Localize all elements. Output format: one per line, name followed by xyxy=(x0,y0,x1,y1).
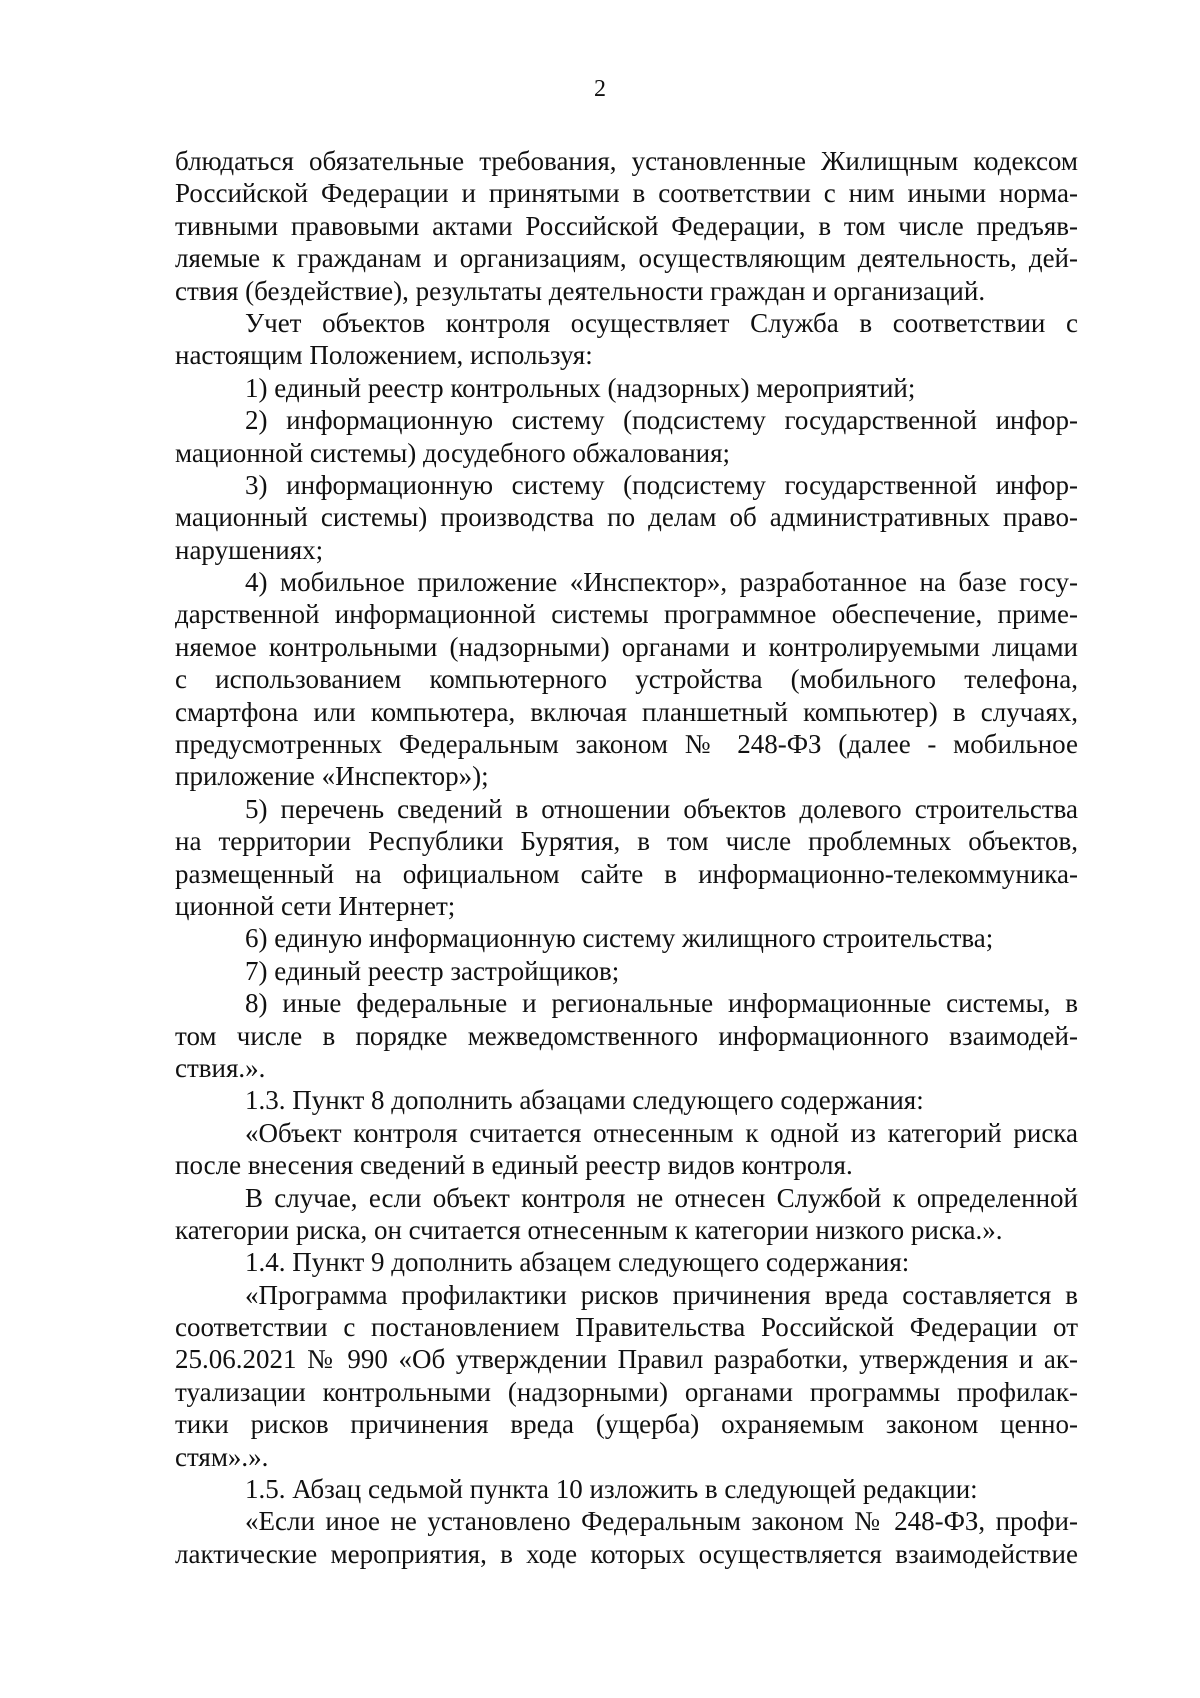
text-line: нарушениях; xyxy=(175,534,324,565)
text-line: том числе в порядке межведомственного информационного взаимодей- xyxy=(175,1020,1078,1051)
text-line: 7) единый реестр застройщиков; xyxy=(245,955,620,986)
text-line: тивными правовыми актами Российской Федерации, в том числе предъяв- xyxy=(175,210,1078,241)
page-number: 2 xyxy=(594,76,606,102)
text-line: ствия.». xyxy=(175,1052,266,1083)
text-line: размещенный на официальном сайте в информационно-телекоммуника- xyxy=(175,858,1078,889)
text-line: 25.06.2021 № 990 «Об утверждении Правил разработки, утверждения и ак- xyxy=(175,1344,1078,1375)
text-line: соответствии с постановлением Правительства Российской Федерации от xyxy=(175,1312,1078,1343)
text-line: мационной системы) досудебного обжалования; xyxy=(175,437,731,468)
text-line: 1.4. Пункт 9 дополнить абзацем следующего содержания: xyxy=(245,1247,910,1278)
text-line: «Объект контроля считается отнесенным к одной из категорий риска xyxy=(245,1117,1078,1148)
text-line: няемое контрольными (надзорными) органами и контролируемыми лицами xyxy=(175,631,1078,662)
text-line: 2) информационную систему (подсистему государственной инфор- xyxy=(245,405,1078,436)
text-line: ляемые к гражданам и организациям, осуществляющим деятельность, дей- xyxy=(175,243,1078,274)
text-line: 8) иные федеральные и региональные информационные системы, в xyxy=(245,988,1078,1019)
text-line: блюдаться обязательные требования, установленные Жилищным кодексом xyxy=(175,146,1078,176)
text-line: приложение «Инспектор»); xyxy=(175,761,489,792)
text-line: Российской Федерации и принятыми в соответствии с ним иными норма- xyxy=(175,178,1078,209)
text-line: на территории Республики Бурятия, в том числе проблемных объектов, xyxy=(175,826,1078,857)
text-line: 6) единую информационную систему жилищного строительства; xyxy=(245,923,994,954)
text-line: 1) единый реестр контрольных (надзорных) мероприятий; xyxy=(245,372,916,403)
text-line: смартфона или компьютера, включая планшетный компьютер) в случаях, xyxy=(175,696,1078,727)
text-line: 1.5. Абзац седьмой пункта 10 изложить в следующей редакции: xyxy=(245,1474,978,1505)
text-line: 5) перечень сведений в отношении объектов долевого строительства xyxy=(245,793,1078,824)
text-line: 4) мобильное приложение «Инспектор», разработанное на базе госу- xyxy=(245,567,1078,598)
text-line: настоящим Положением, используя: xyxy=(175,340,593,371)
text-line: ствия (бездействие), результаты деятельности граждан и организаций. xyxy=(175,275,986,306)
text-line: лактические мероприятия, в ходе которых осуществляется взаимодействие xyxy=(175,1538,1078,1569)
text-line: «Если иное не установлено Федеральным законом № 248-ФЗ, профи- xyxy=(245,1506,1078,1537)
document-body xyxy=(175,145,1078,1570)
text-line: ционной сети Интернет; xyxy=(175,890,456,921)
text-line: дарственной информационной системы программное обеспечение, приме- xyxy=(175,599,1078,630)
text-line: с использованием компьютерного устройства (мобильного телефона, xyxy=(175,664,1078,695)
text-line: Учет объектов контроля осуществляет Служба в соответствии с xyxy=(245,307,1078,338)
text-line: стям».». xyxy=(175,1441,269,1472)
text-line: мационный системы) производства по делам об административных право- xyxy=(175,502,1078,533)
text-line: 1.3. Пункт 8 дополнить абзацами следующего содержания: xyxy=(245,1085,924,1116)
text-line: В случае, если объект контроля не отнесен Службой к определенной xyxy=(245,1182,1078,1213)
text-line: туализации контрольными (надзорными) органами программы профилак- xyxy=(175,1376,1078,1407)
text-line: «Программа профилактики рисков причинения вреда составляется в xyxy=(245,1279,1078,1310)
text-line: после внесения сведений в единый реестр видов контроля. xyxy=(175,1150,853,1181)
text-line: категории риска, он считается отнесенным к категории низкого риска.». xyxy=(175,1214,1003,1245)
text-line: тики рисков причинения вреда (ущерба) охраняемым законом ценно- xyxy=(175,1409,1078,1440)
text-line: 3) информационную систему (подсистему государственной инфор- xyxy=(245,469,1078,500)
text-line: предусмотренных Федеральным законом № 248-ФЗ (далее - мобильное xyxy=(175,729,1078,760)
